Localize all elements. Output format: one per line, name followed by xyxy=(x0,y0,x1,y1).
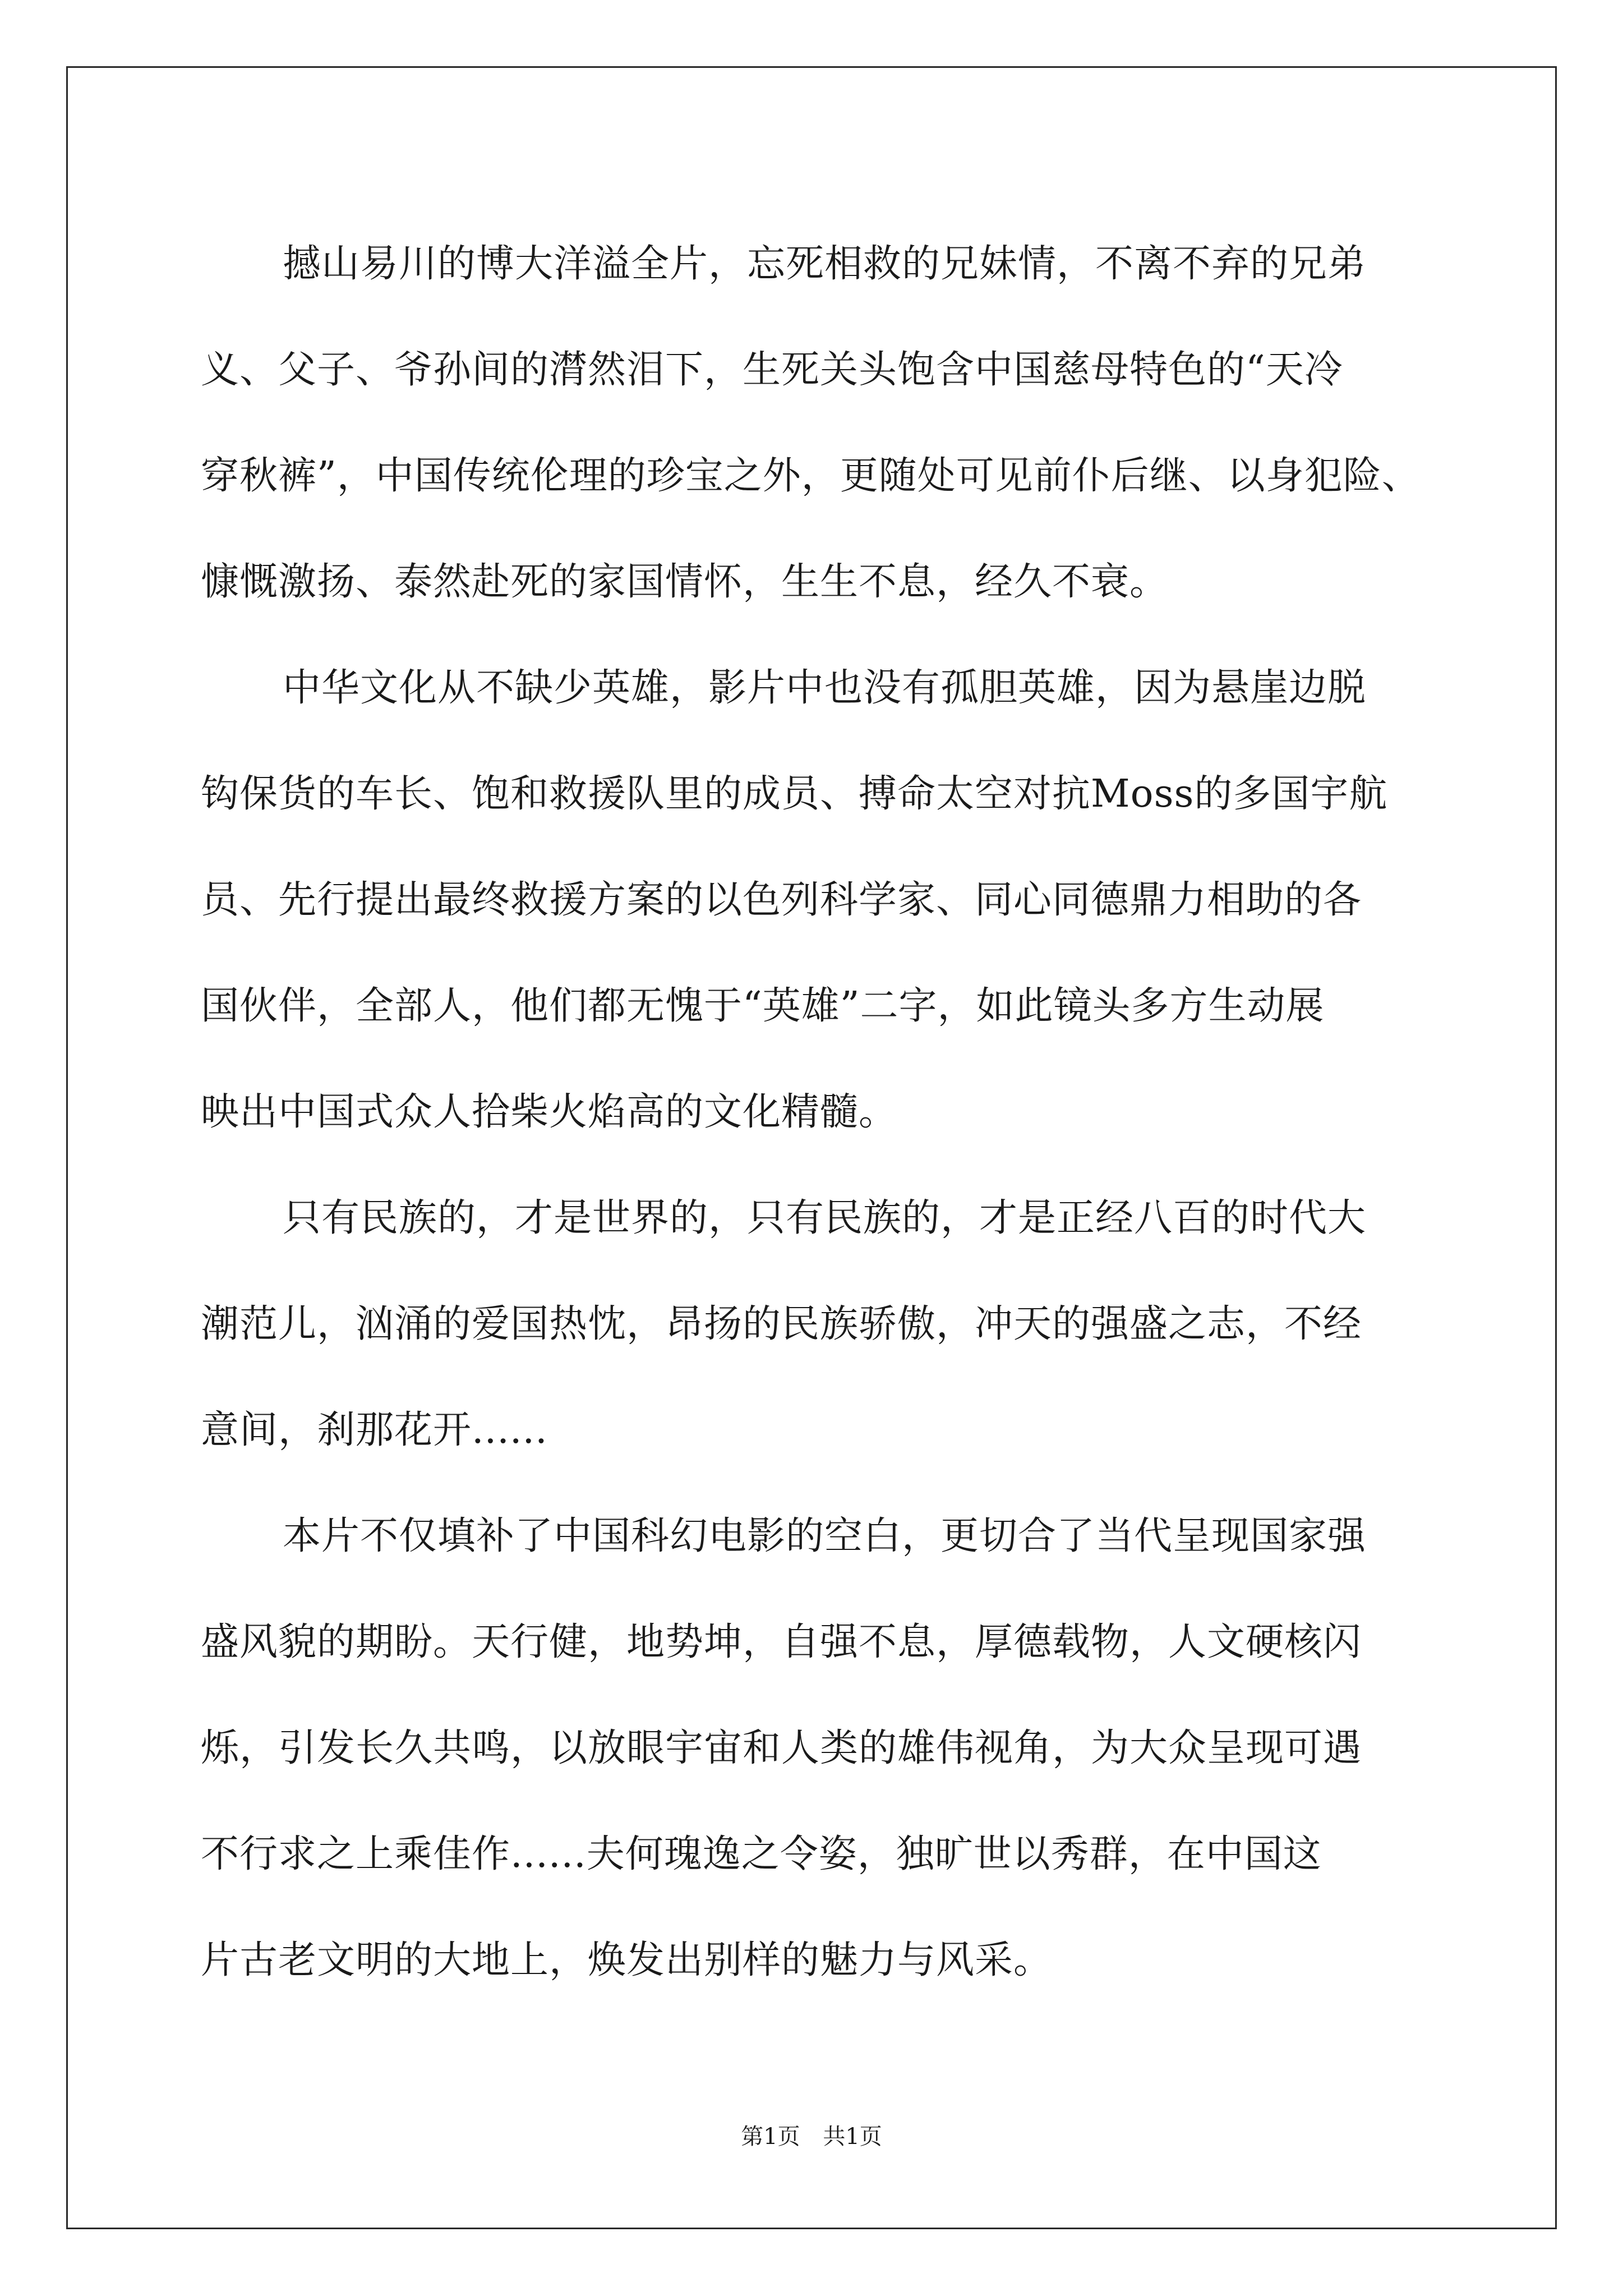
paragraph-line: 中华文化从不缺少英雄，影片中也没有孤胆英雄，因为悬崖边脱 xyxy=(283,666,1367,710)
paragraph-line: 潮范儿，汹涌的爱国热忱，昂扬的民族骄傲，冲天的强盛之志，不经 xyxy=(201,1302,1362,1346)
paragraph-2 xyxy=(201,635,1435,1165)
document-body xyxy=(201,211,1435,2013)
page-number-current: 第1页 xyxy=(741,2124,800,2150)
paragraph-line: 片古老文明的大地上，焕发出别样的魅力与风采。 xyxy=(201,1938,1053,1982)
page-footer xyxy=(0,2119,1623,2151)
paragraph-line: 烁，引发长久共鸣，以放眼宇宙和人类的雄伟视角，为大众呈现可遇 xyxy=(201,1726,1362,1770)
paragraph-1 xyxy=(201,211,1435,635)
paragraph-line: 慷慨激扬、泰然赴死的家国情怀，生生不息，经久不衰。 xyxy=(201,560,1169,604)
paragraph-line: 钩保货的车长、饱和救援队里的成员、搏命太空对抗Moss的多国宇航 xyxy=(201,772,1388,816)
paragraph-line: 撼山易川的博大洋溢全片，忘死相救的兄妹情，不离不弃的兄弟 xyxy=(283,242,1367,286)
paragraph-line: 盛风貌的期盼。天行健，地势坤，自强不息，厚德载物，人文硬核闪 xyxy=(201,1620,1362,1664)
paragraph-line: 只有民族的，才是世界的，只有民族的，才是正经八百的时代大 xyxy=(283,1196,1367,1240)
paragraph-4 xyxy=(201,1483,1435,2013)
paragraph-line: 不行求之上乘佳作......夫何瑰逸之令姿，独旷世以秀群，在中国这 xyxy=(201,1832,1322,1876)
page-number-total: 共1页 xyxy=(823,2124,882,2150)
paragraph-line: 意间，刹那花开...... xyxy=(201,1408,548,1452)
paragraph-3 xyxy=(201,1165,1435,1483)
paragraph-line: 义、父子、爷孙间的潸然泪下，生死关头饱含中国慈母特色的“天冷 xyxy=(201,348,1343,392)
paragraph-line: 穿秋裤”，中国传统伦理的珍宝之外，更随处可见前仆后继、以身犯险、 xyxy=(201,454,1421,498)
paragraph-line: 映出中国式众人拾柴火焰高的文化精髓。 xyxy=(201,1090,898,1134)
paragraph-line: 国伙伴，全部人，他们都无愧于“英雄”二字，如此镜头多方生动展 xyxy=(201,984,1325,1028)
paragraph-line: 员、先行提出最终救援方案的以色列科学家、同心同德鼎力相助的各 xyxy=(201,878,1362,922)
paragraph-line: 本片不仅填补了中国科幻电影的空白，更切合了当代呈现国家强 xyxy=(283,1514,1367,1558)
